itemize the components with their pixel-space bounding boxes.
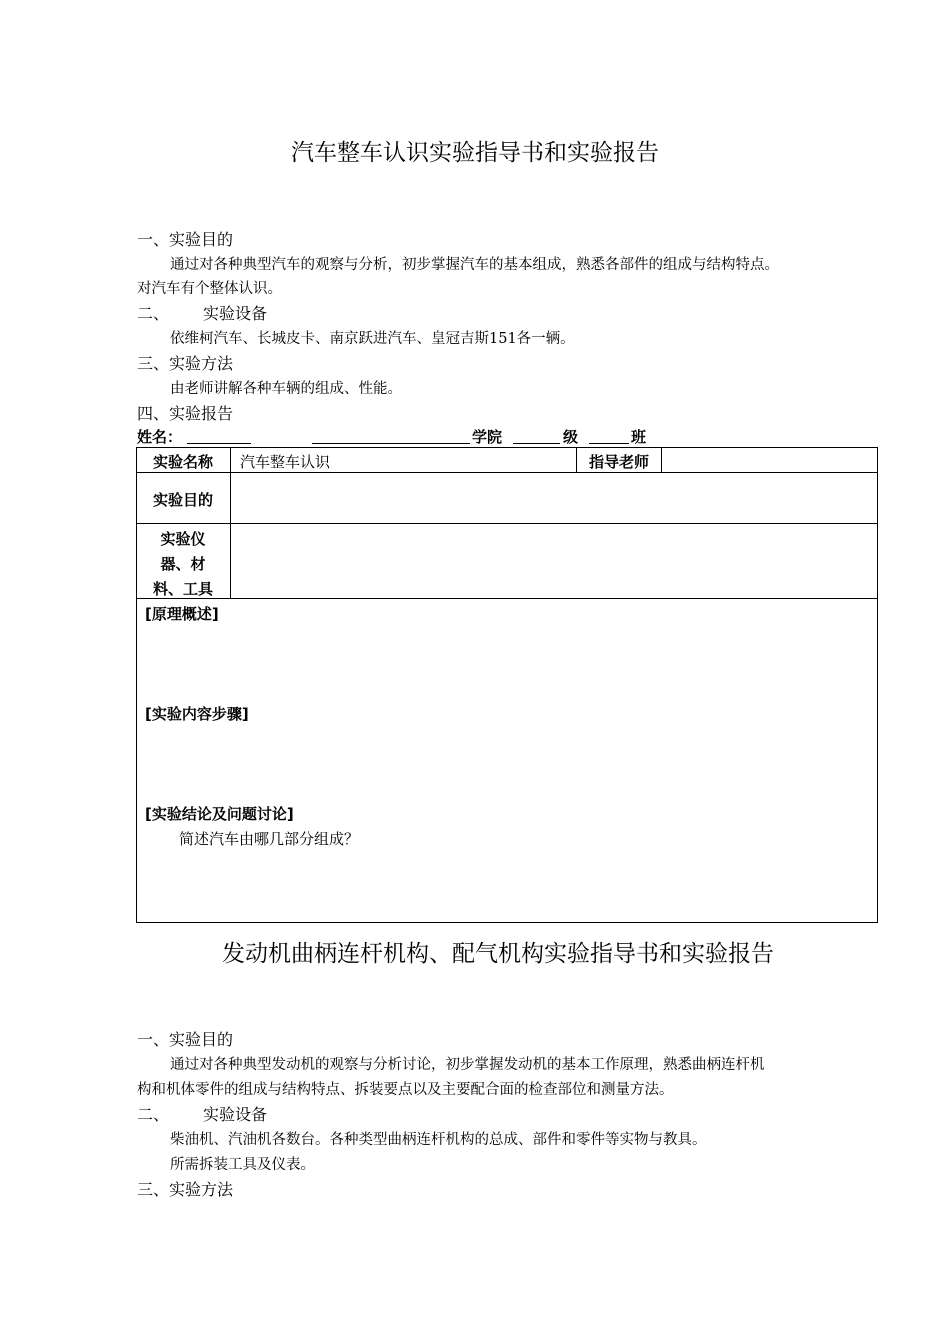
class-label: 班 bbox=[631, 428, 647, 446]
teacher-field[interactable] bbox=[663, 449, 876, 471]
table-border-right bbox=[877, 447, 878, 923]
equipment-text-2-line1: 柴油机、汽油机各数台。各种类型曲柄连杆机构的总成、部件和零件等实物与教具。 bbox=[170, 1132, 707, 1148]
discussion-question: 简述汽车由哪几部分组成？ bbox=[179, 830, 360, 848]
section-heading-report: 四、实验报告 bbox=[137, 404, 234, 423]
equipment-label-line3: 料、工具 bbox=[152, 580, 213, 598]
section-heading-equipment-2: 实验设备 bbox=[203, 1105, 268, 1124]
section-heading-purpose-2: 一、实验目的 bbox=[137, 1030, 234, 1049]
section-heading-method-2: 三、实验方法 bbox=[137, 1180, 234, 1199]
equipment-text-2-line2: 所需拆装工具及仪表。 bbox=[170, 1157, 315, 1173]
exp-name-value[interactable]: 汽车整车认识 bbox=[240, 453, 331, 471]
conclusion-label: [实验结论及问题讨论] bbox=[145, 805, 294, 823]
grade-label: 级 bbox=[563, 428, 579, 446]
college-label: 学院 bbox=[472, 428, 503, 446]
purpose-text-2-line1: 通过对各种典型发动机的观察与分析讨论，初步掌握发动机的基本工作原理，熟悉曲柄连杆机 bbox=[170, 1057, 765, 1073]
section-heading-method: 三、实验方法 bbox=[137, 354, 234, 373]
equipment-label-line1: 实验仪 bbox=[160, 530, 206, 548]
name-blank[interactable] bbox=[187, 443, 251, 444]
teacher-label: 指导老师 bbox=[588, 453, 649, 471]
section-heading-purpose: 一、实验目的 bbox=[137, 230, 234, 249]
page-title-2: 发动机曲柄连杆机构、配气机构实验指导书和实验报告 bbox=[222, 941, 774, 967]
purpose-text-line2: 对汽车有个整体认识。 bbox=[137, 281, 282, 297]
purpose-label: 实验目的 bbox=[152, 491, 213, 509]
table-rule bbox=[136, 598, 878, 599]
table-rule bbox=[661, 447, 662, 473]
equipment-field[interactable] bbox=[232, 525, 876, 597]
table-rule bbox=[136, 523, 878, 524]
name-label: 姓名： bbox=[137, 428, 183, 446]
purpose-field[interactable] bbox=[232, 475, 876, 522]
equipment-label-line2: 器、材 bbox=[160, 555, 206, 573]
table-rule bbox=[136, 472, 878, 473]
purpose-text-2-line2: 构和机体零件的组成与结构特点、拆装要点以及主要配合面的检查部位和测量方法。 bbox=[137, 1082, 674, 1098]
class-blank[interactable] bbox=[589, 443, 629, 444]
page-title: 汽车整车认识实验指导书和实验报告 bbox=[291, 140, 659, 166]
principle-label: [原理概述] bbox=[145, 605, 219, 623]
steps-label: [实验内容步骤] bbox=[145, 705, 249, 723]
section-heading-equipment: 实验设备 bbox=[203, 304, 268, 323]
table-border-bottom bbox=[136, 922, 878, 923]
grade-blank[interactable] bbox=[513, 443, 560, 444]
purpose-text-line1: 通过对各种典型汽车的观察与分析，初步掌握汽车的基本组成，熟悉各部件的组成与结构特点。 bbox=[170, 257, 779, 273]
table-border-left bbox=[136, 447, 137, 923]
table-rule bbox=[230, 447, 231, 599]
method-text: 由老师讲解各种车辆的组成、性能。 bbox=[170, 381, 402, 397]
college-blank[interactable] bbox=[312, 443, 470, 444]
section-number-equipment-2: 二、 bbox=[137, 1105, 170, 1124]
section-number-equipment: 二、 bbox=[137, 304, 170, 323]
exp-name-label: 实验名称 bbox=[152, 453, 213, 471]
table-border-top bbox=[136, 447, 878, 448]
equipment-text: 依维柯汽车、长城皮卡、南京跃进汽车、皇冠吉斯151各一辆。 bbox=[170, 331, 575, 347]
